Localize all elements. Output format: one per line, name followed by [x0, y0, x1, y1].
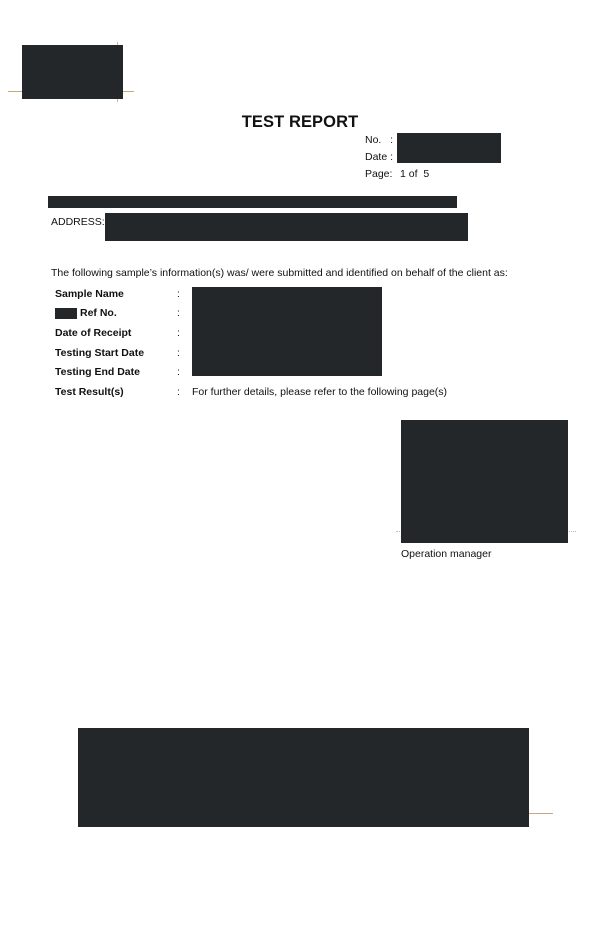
signature-redaction [401, 420, 568, 543]
field-testing-start-date: Testing Start Date [55, 347, 145, 359]
colon-testing-end-date: : [177, 366, 180, 378]
report-no-date-redaction [397, 133, 501, 163]
field-sample-name: Sample Name [55, 288, 124, 300]
intro-text: The following sample’s information(s) was/ were submitted and identified on behalf of the client as: [51, 267, 508, 279]
colon-ref-no: : [177, 307, 180, 319]
field-testing-end-date: Testing End Date [55, 366, 140, 378]
address-redaction [105, 213, 468, 241]
field-date-of-receipt: Date of Receipt [55, 327, 132, 339]
report-no-label: No. : [365, 134, 394, 146]
signatory-title: Operation manager [401, 548, 492, 560]
ref-prefix-redaction [55, 308, 77, 319]
footer-redaction [78, 728, 529, 827]
page-title: TEST REPORT [241, 113, 359, 131]
field-ref-no: Ref No. [80, 307, 117, 319]
logo-redaction [22, 45, 123, 99]
report-date-label: Date : [365, 151, 394, 163]
colon-sample-name: : [177, 288, 180, 300]
colon-date-of-receipt: : [177, 327, 180, 339]
client-name-redaction [48, 196, 457, 208]
report-page-label: Page: [365, 168, 393, 180]
test-results-value: For further details, please refer to the following page(s) [192, 386, 448, 398]
address-label: ADDRESS: [51, 216, 105, 228]
field-values-redaction [192, 287, 382, 376]
colon-test-results: : [177, 386, 180, 398]
field-test-results: Test Result(s) [55, 386, 124, 398]
report-page-value: 1 of 5 [400, 168, 430, 180]
colon-testing-start-date: : [177, 347, 180, 359]
